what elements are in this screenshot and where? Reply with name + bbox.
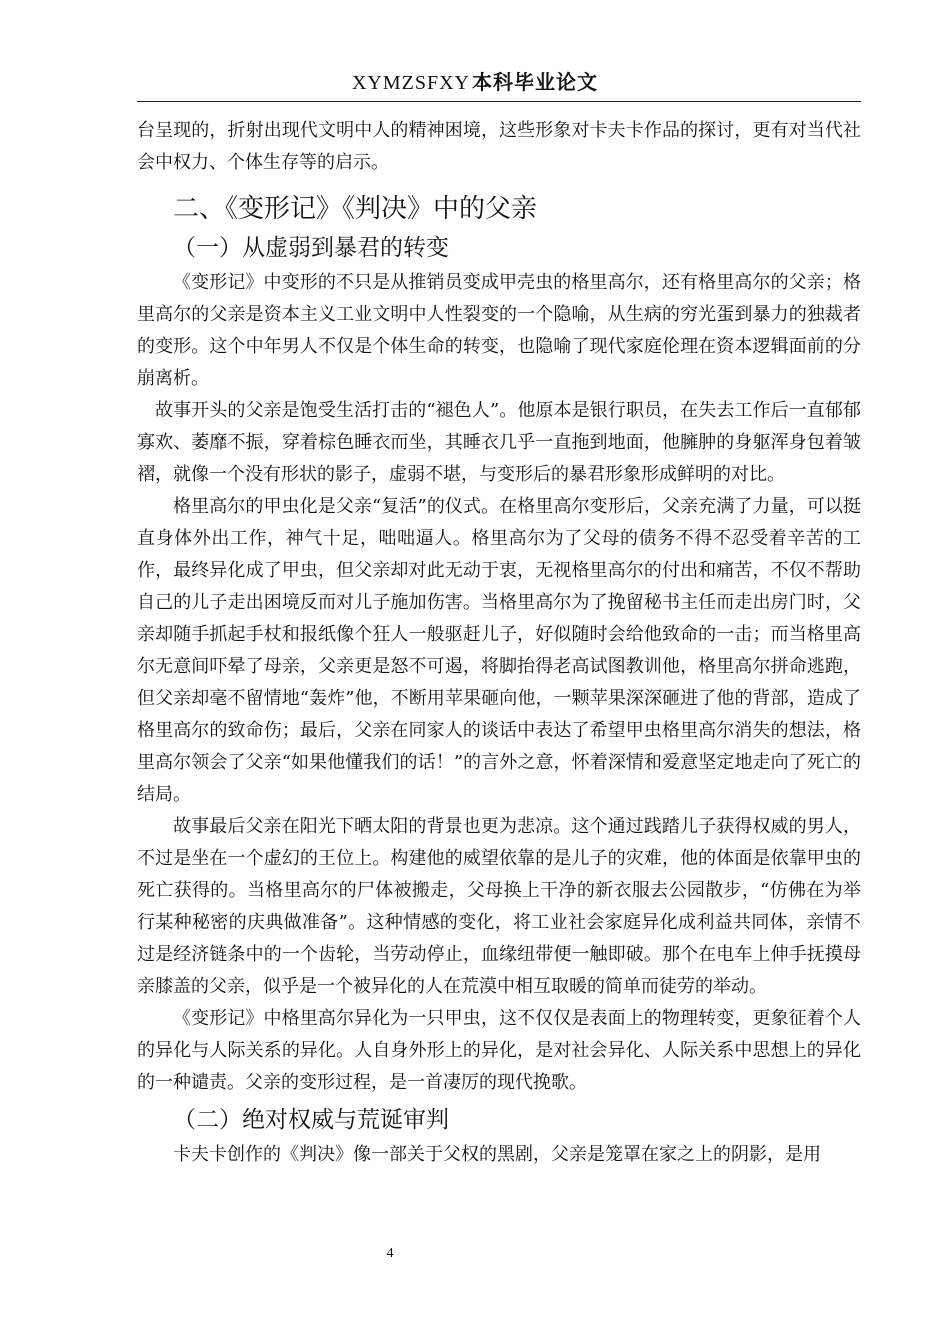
page-number: 4 — [386, 1246, 394, 1261]
header-divider — [137, 101, 861, 102]
section-heading: 二、《变形记》《判决》中的父亲 — [173, 194, 538, 224]
paragraph: 《变形记》中变形的不只是从推销员变成甲壳虫的格里高尔，还有格里高尔的父亲；格里高尔的父亲是资本主义工业文明中人性裂变的一个隐喻，从生病的穷光蛋到暴力的独裁者的变形。这个中年男人不仅是个体生命的转变，也隐喻了现代家庭伦理在资本逻辑面前的分崩离析。 — [137, 272, 861, 389]
header-code: XYMZSFXY — [351, 72, 471, 94]
body-text — [137, 115, 861, 1171]
running-header — [0, 68, 950, 97]
subsection-heading: （一）从虚弱到暴君的转变 — [173, 235, 449, 261]
paragraph: 台呈现的，折射出现代文明中人的精神困境，这些形象对卡夫卡作品的探讨，更有对当代社会中权力、个体生存等的启示。 — [137, 120, 861, 173]
paragraph: 故事开头的父亲是饱受生活打击的“褪色人”。他原本是银行职员，在失去工作后一直郁郁寡欢、萎靡不振，穿着棕色睡衣而坐，其睡衣几乎一直拖到地面，他臃肿的身躯浑身包着皱褶，就像一个没有形状的影子，虚弱不堪，与变形后的暴君形象形成鲜明的对比。 — [137, 400, 861, 485]
paragraph: 故事最后父亲在阳光下晒太阳的背景也更为悲凉。这个通过践踏儿子获得权威的男人，不过是坐在一个虚幻的王位上。构建他的威望依靠的是儿子的灾难，他的体面是依靠甲虫的死亡获得的。当格里高尔的尸体被搬走，父母换上干净的新衣服去公园散步，“仿佛在为举行某种秘密的庆典做准备”。这种情感的变化，将工业社会家庭异化成利益共同体，亲情不过是经济链条中的一个齿轮，当劳动停止，血缘纽带便一触即破。那个在电车上伸手抚摸母亲膝盖的父亲，似乎是一个被异化的人在荒漠中相互取暖的简单而徒劳的举动。 — [137, 816, 861, 997]
paragraph: 卡夫卡创作的《判决》像一部关于父权的黑剧，父亲是笼罩在家之上的阴影，是用 — [173, 1144, 821, 1165]
subsection-heading: （二）绝对权威与荒诞审判 — [173, 1107, 449, 1133]
header-label: 本科毕业论文 — [472, 70, 599, 94]
paragraph: 《变形记》中格里高尔异化为一只甲虫，这不仅仅是表面上的物理转变，更象征着个人的异化与人际关系的异化。人自身外形上的异化，是对社会异化、人际关系中思想上的异化的一种谴责。父亲的变形过程，是一首凄厉的现代挽歌。 — [137, 1008, 861, 1093]
paragraph: 格里高尔的甲虫化是父亲“复活”的仪式。在格里高尔变形后，父亲充满了力量，可以挺直身体外出工作，神气十足，咄咄逼人。格里高尔为了父母的债务不得不忍受着辛苦的工作，最终异化成了甲虫，但父亲却对此无动于衷，无视格里高尔的付出和痛苦，不仅不帮助自己的儿子走出困境反而对儿子施加伤害。当格里高尔为了挽留秘书主任而走出房门时，父亲却随手抓起手杖和报纸像个狂人一般驱赶儿子，好似随时会给他致命的一击；而当格里高尔无意间吓晕了母亲，父亲更是怒不可遏，将脚抬得老高试图教训他，格里高尔拼命逃跑，但父亲却毫不留情地“轰炸”他，不断用苹果砸向他，一颗苹果深深砸进了他的背部，造成了格里高尔的致命伤；最后，父亲在同家人的谈话中表达了希望甲虫格里高尔消失的想法，格里高尔领会了父亲“如果他懂我们的话！”的言外之意，怀着深情和爱意坚定地走向了死亡的结局。 — [137, 496, 861, 805]
